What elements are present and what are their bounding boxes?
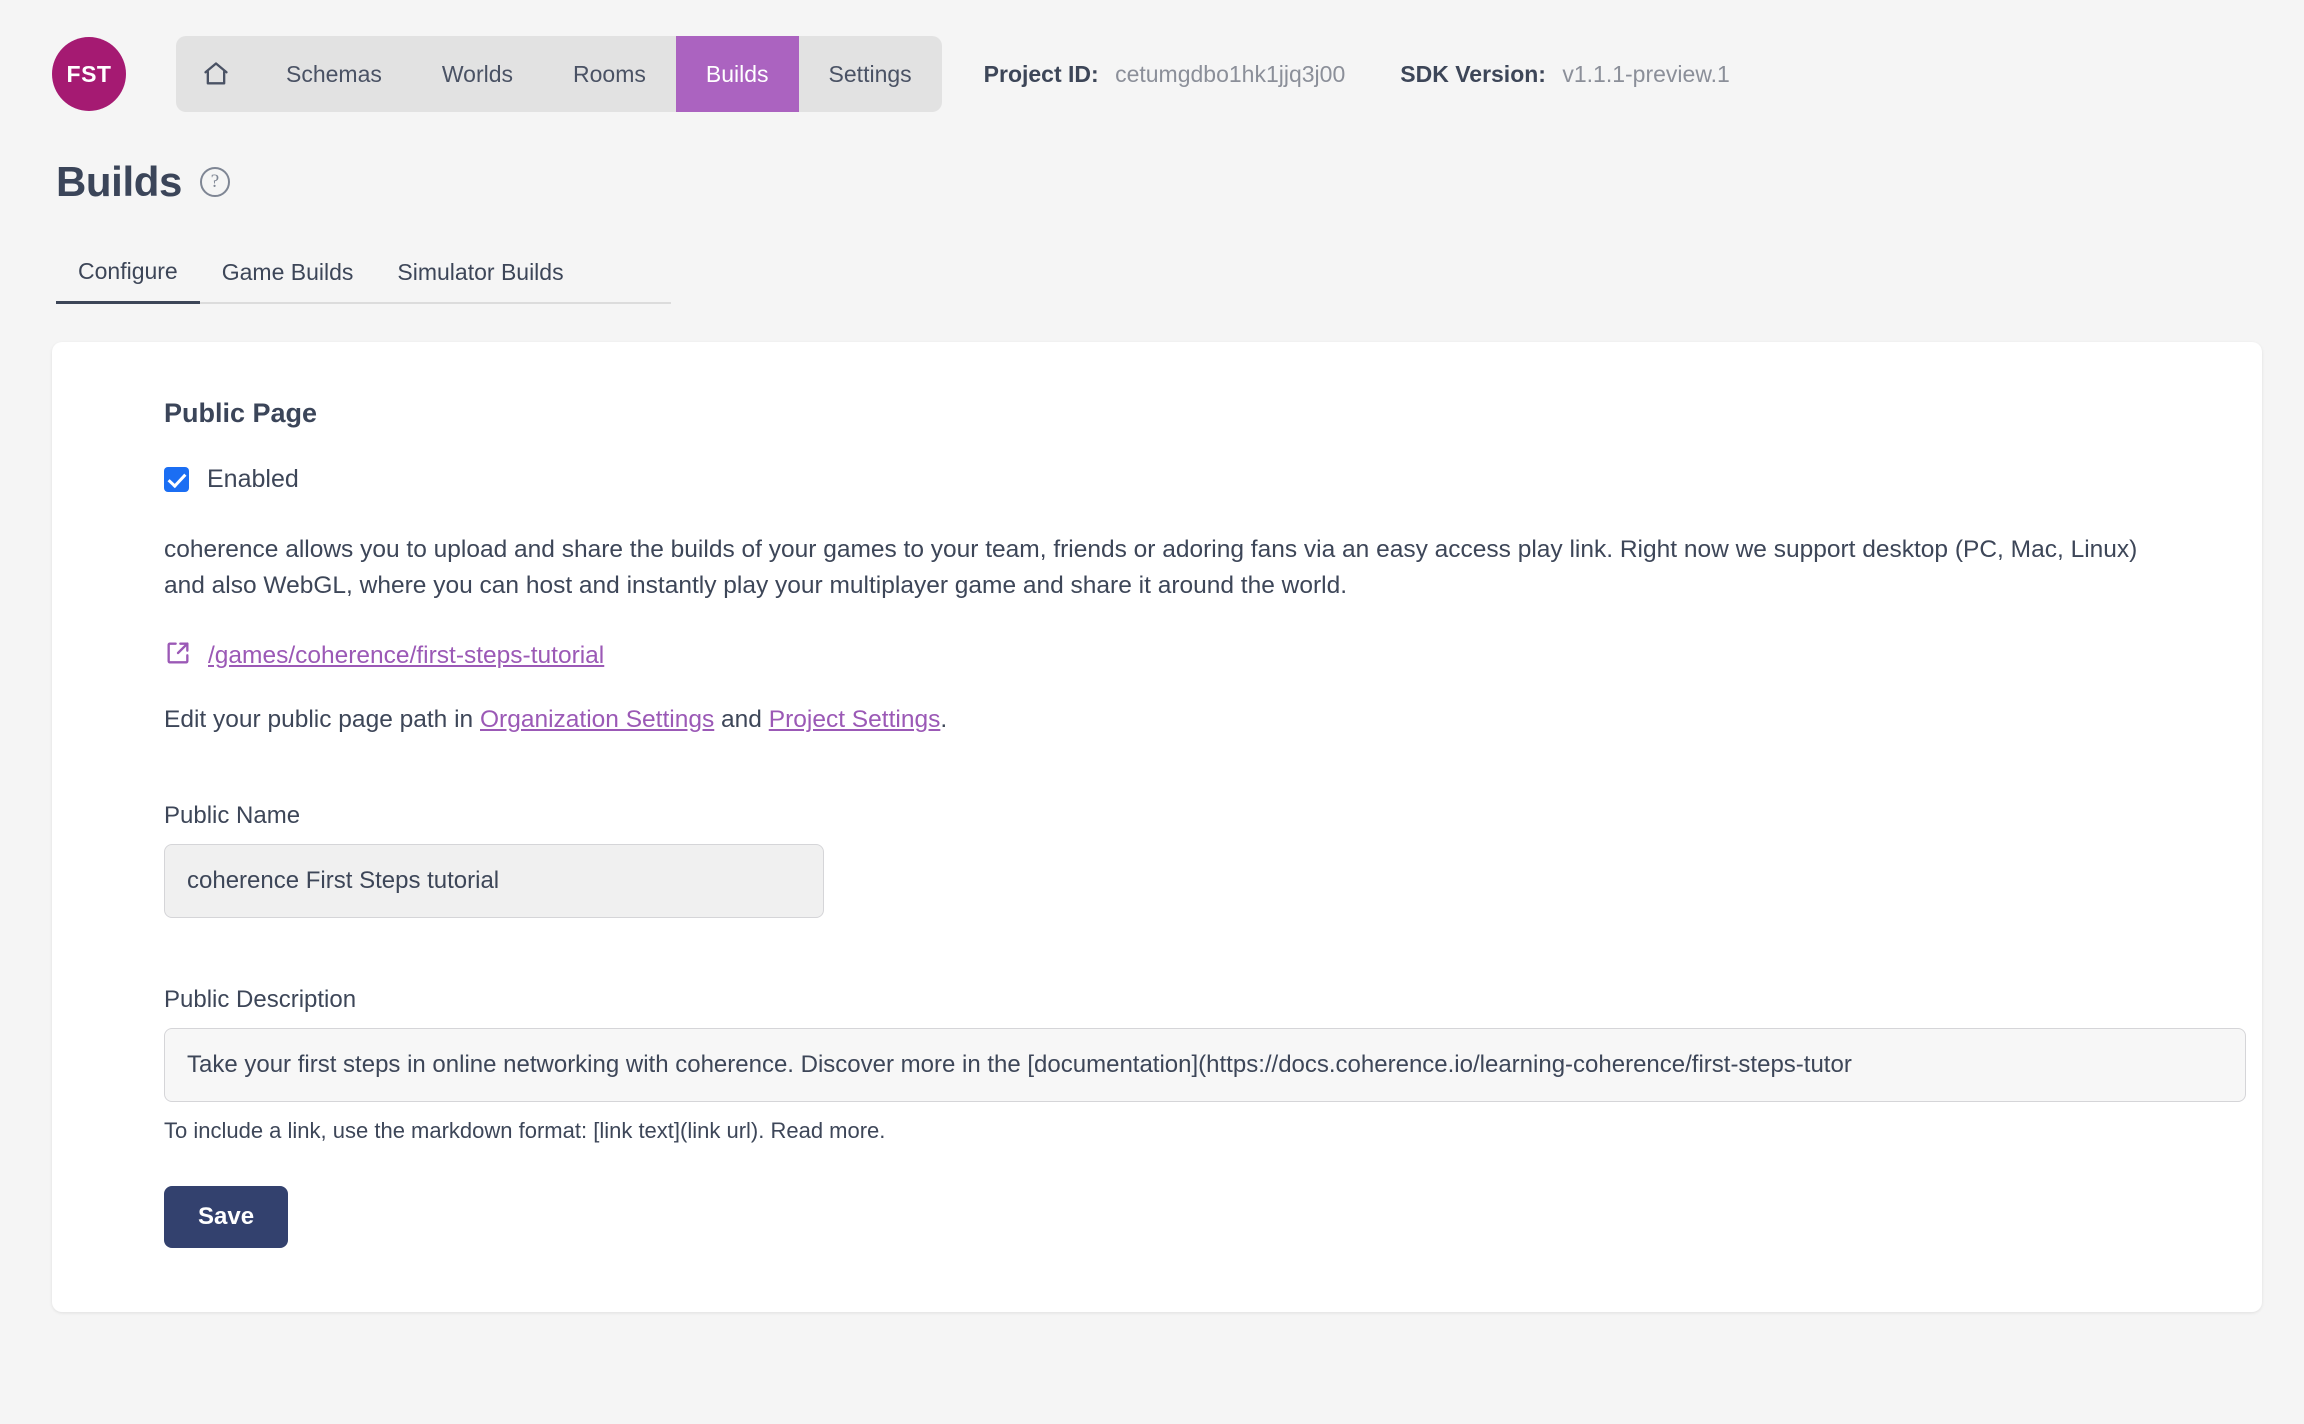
public-description-label: Public Description	[164, 986, 357, 1014]
page-header	[0, 120, 2304, 206]
save-button[interactable]: Save	[164, 1186, 288, 1248]
nav-item-rooms[interactable]: Rooms	[573, 60, 646, 87]
public-page-description: coherence allows you to upload and share the builds of your games to your team, friends or adoring fans via an easy access play link. Right now we support desktop (PC, Mac, Linux) and also WebGL, where you can host and instantly play your multiplayer game and share it around the world.	[164, 536, 2138, 599]
project-settings-link[interactable]: Project Settings	[768, 706, 941, 734]
project-id	[984, 61, 1346, 88]
public-page-link-row	[164, 639, 2202, 672]
help-icon[interactable]: ?	[200, 167, 230, 197]
nav-item-worlds[interactable]: Worlds	[441, 60, 514, 87]
page-title: Builds	[56, 158, 182, 205]
sdk-version-label: SDK Version:	[1400, 60, 1546, 87]
top-bar	[0, 0, 2304, 120]
project-id-value: cetumgdbo1hk1jjq3j00	[1115, 60, 1346, 87]
enabled-label: Enabled	[207, 465, 299, 493]
tab-bar	[56, 258, 671, 304]
public-name-label: Public Name	[164, 802, 301, 830]
sdk-version	[1400, 61, 1730, 88]
public-page-link[interactable]: /games/coherence/first-steps-tutorial	[208, 641, 605, 669]
home-icon	[202, 60, 230, 88]
tab-configure[interactable]: Configure	[56, 258, 200, 304]
edit-path-middle: and	[714, 706, 769, 734]
section-title: Public Page	[164, 398, 318, 428]
markdown-helper-text: To include a link, use the markdown format: [link text](link url). Read more.	[164, 1118, 886, 1144]
project-avatar[interactable]: FST	[52, 37, 126, 111]
nav-item-schemas[interactable]: Schemas	[286, 60, 382, 87]
external-link-icon	[164, 639, 192, 672]
project-id-label: Project ID:	[983, 60, 1099, 87]
top-bar-meta	[984, 61, 1730, 88]
nav-item-home[interactable]	[176, 36, 256, 112]
enabled-checkbox[interactable]	[164, 467, 189, 492]
organization-settings-link[interactable]: Organization Settings	[480, 706, 715, 734]
tab-game-builds[interactable]: Game Builds	[221, 259, 354, 285]
edit-path-suffix: .	[940, 706, 948, 734]
main-nav	[176, 36, 942, 112]
public-page-card	[52, 342, 2262, 1312]
nav-item-builds[interactable]: Builds	[676, 36, 799, 112]
nav-item-settings[interactable]: Settings	[828, 60, 912, 87]
sdk-version-value: v1.1.1-preview.1	[1562, 60, 1730, 87]
tab-simulator-builds[interactable]: Simulator Builds	[397, 259, 564, 285]
public-name-input[interactable]	[164, 844, 824, 918]
edit-path-prefix: Edit your public page path in	[164, 706, 480, 734]
public-description-input[interactable]	[164, 1028, 2246, 1102]
enabled-row	[164, 465, 2202, 494]
edit-path-row	[164, 706, 2202, 734]
